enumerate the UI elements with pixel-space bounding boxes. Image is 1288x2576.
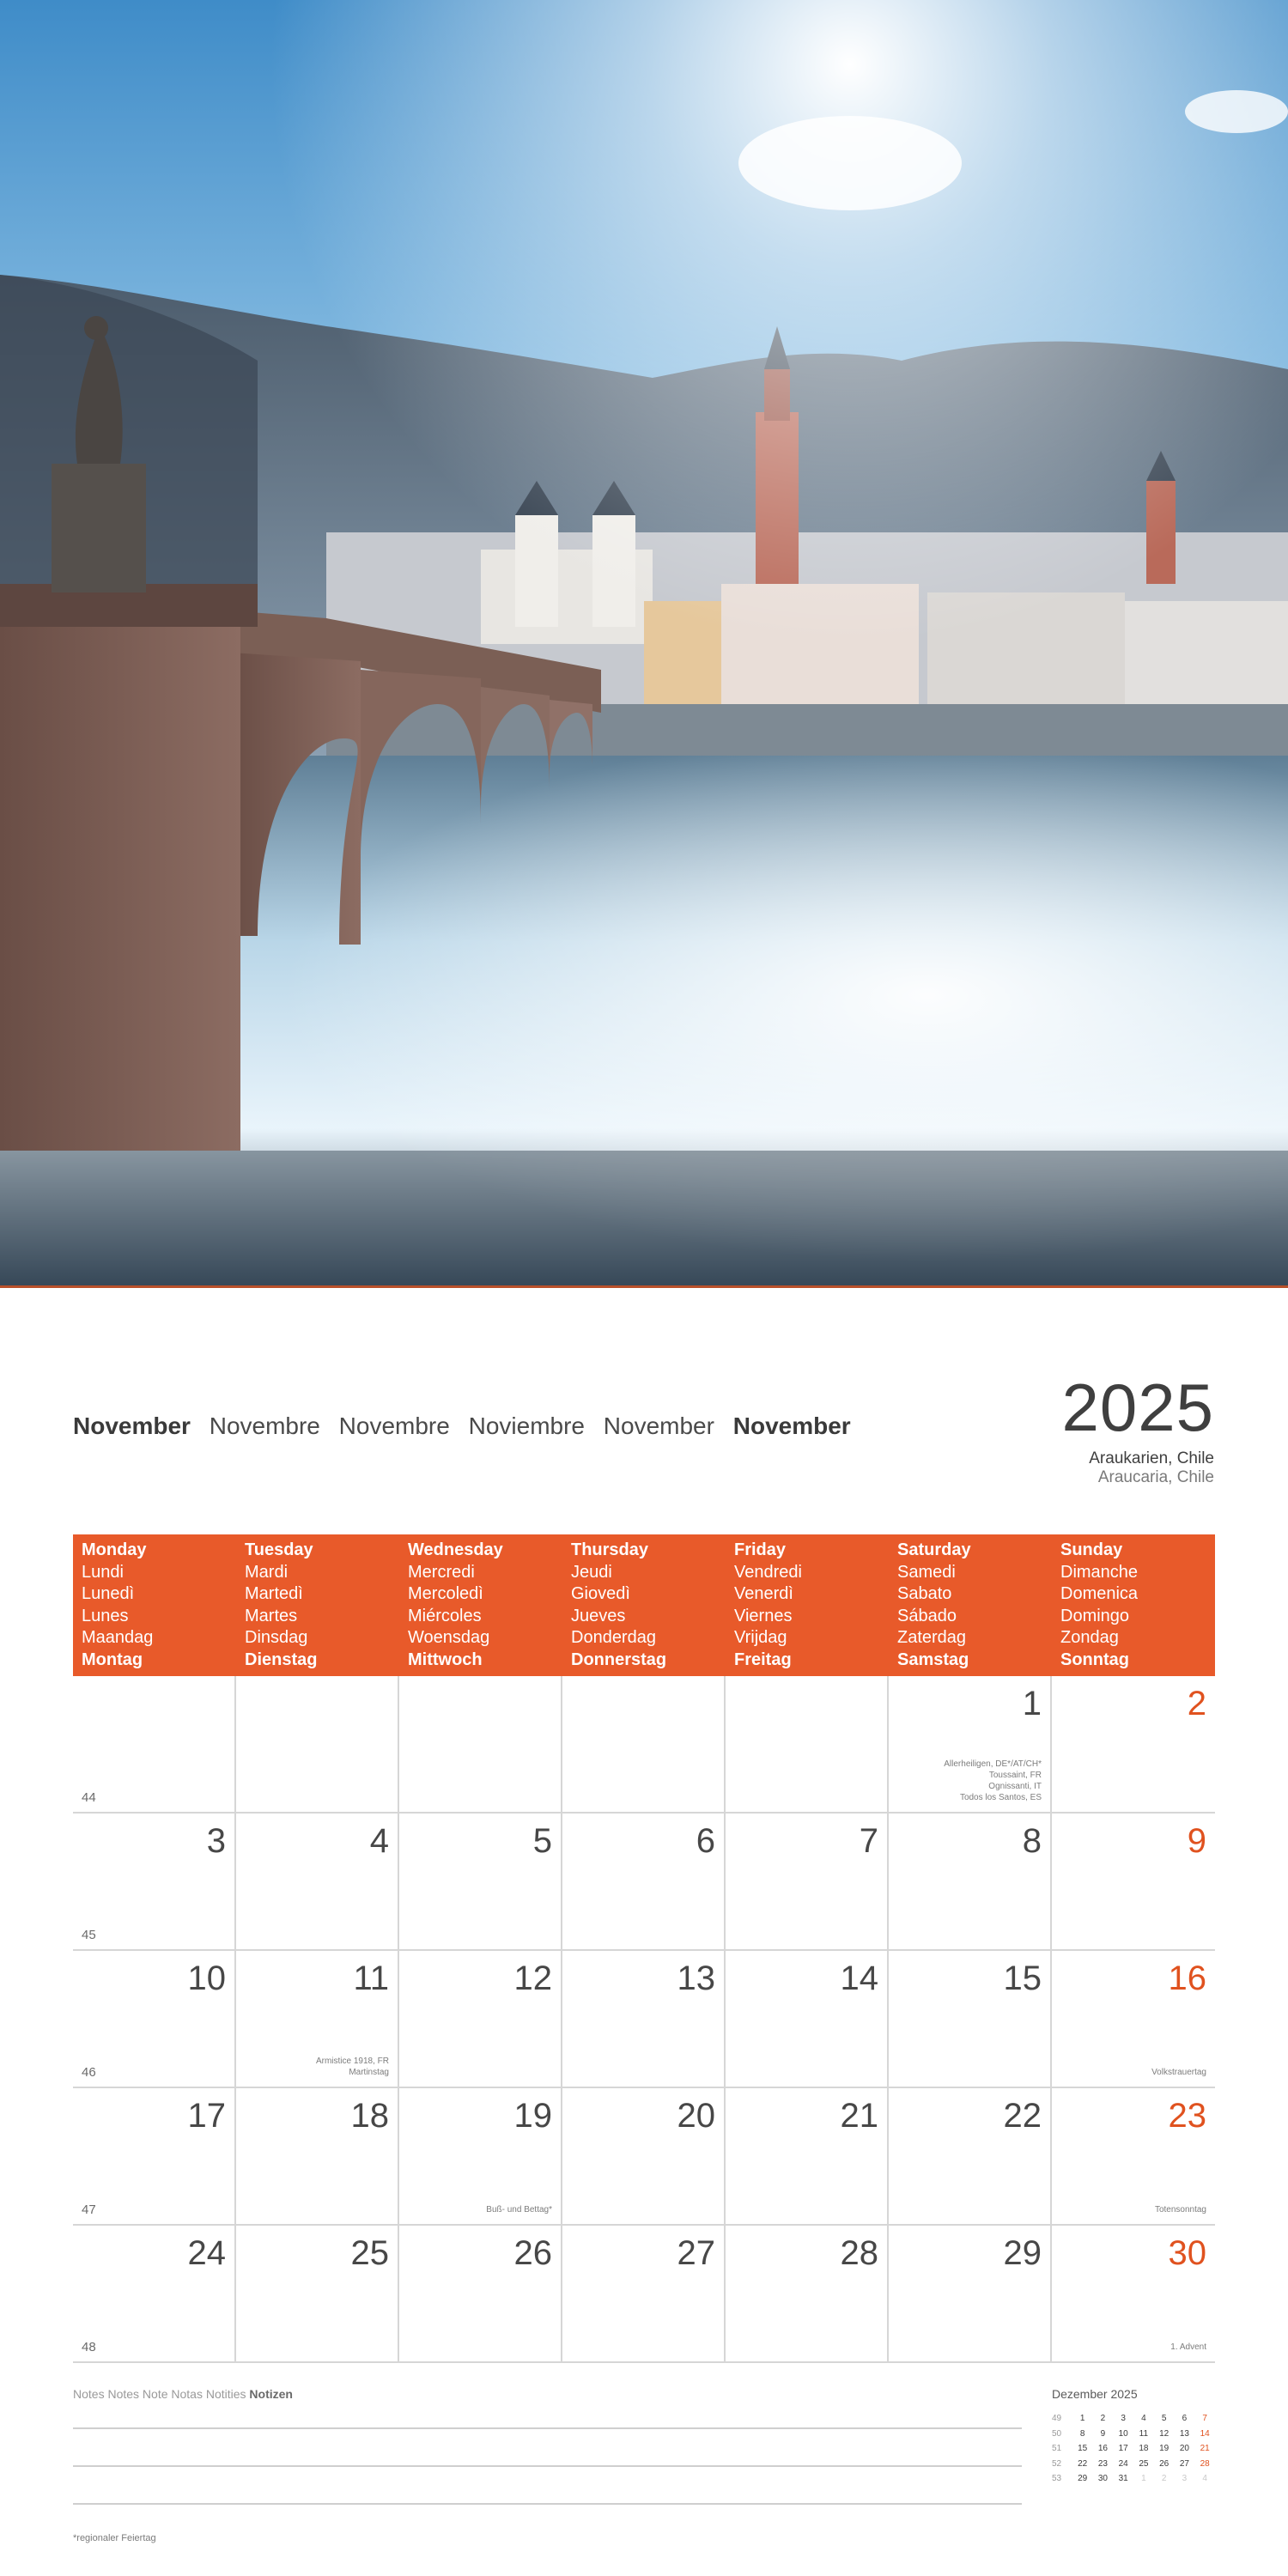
weekday-name: Venerdì xyxy=(734,1584,793,1603)
month-names xyxy=(73,1413,863,1440)
weekday-name: Mercoledì xyxy=(408,1584,483,1603)
calendar-day-cell[interactable] xyxy=(399,2088,562,2224)
weekday-name: Samstag xyxy=(897,1649,969,1669)
calendar-day-cell[interactable] xyxy=(236,1676,399,1812)
day-number-sunday: 16 xyxy=(1168,1959,1206,1997)
note-line[interactable] xyxy=(73,2503,1022,2505)
day-number: 6 xyxy=(696,1822,715,1860)
mini-day: 9 xyxy=(1100,2428,1106,2439)
weekday-name: Martes xyxy=(245,1606,298,1625)
day-number: 10 xyxy=(187,1959,226,1997)
day-number: 18 xyxy=(350,2097,389,2135)
weekday-name: Jeudi xyxy=(571,1562,612,1582)
weekday-name: Wednesday xyxy=(408,1540,503,1559)
weekday-name: Montag xyxy=(82,1649,143,1669)
mini-day: 25 xyxy=(1139,2458,1149,2469)
calendar-day-cell[interactable] xyxy=(236,1814,399,1949)
calendar-day-cell[interactable] xyxy=(726,2088,889,2224)
weekday-name: Mardi xyxy=(245,1562,289,1582)
week-number: 48 xyxy=(82,2340,96,2354)
day-number: 5 xyxy=(532,1822,552,1860)
day-number: 1 xyxy=(1022,1685,1042,1722)
calendar-day-cell[interactable] xyxy=(73,2226,236,2361)
photo-caption xyxy=(1089,1449,1214,1487)
weekday-column xyxy=(399,1534,562,1676)
mini-calendar-row xyxy=(1052,2441,1215,2457)
mini-day: 3 xyxy=(1182,2474,1188,2484)
day-number-sunday: 23 xyxy=(1168,2097,1206,2135)
weekday-name: Dimanche xyxy=(1060,1562,1139,1582)
caption-line: Araucaria, Chile xyxy=(1097,1468,1214,1486)
day-number: 7 xyxy=(859,1822,878,1860)
weekday-name: Vrijdag xyxy=(734,1628,787,1647)
day-number: 24 xyxy=(187,2234,226,2272)
mini-day: 18 xyxy=(1139,2444,1149,2454)
weekday-name: Zaterdag xyxy=(897,1628,967,1647)
photo-bottom-edge xyxy=(0,1285,1288,1288)
calendar-day-cell[interactable] xyxy=(889,2226,1052,2361)
calendar-day-cell[interactable] xyxy=(1052,1951,1215,2087)
day-number: 27 xyxy=(677,2234,715,2272)
weekday-name: Zondag xyxy=(1060,1628,1119,1647)
day-number: 14 xyxy=(840,1959,878,1997)
weekday-column xyxy=(726,1534,889,1676)
weekday-name: Sonntag xyxy=(1060,1649,1129,1669)
notes-label-bold: Notizen xyxy=(249,2387,293,2401)
calendar-day-cell[interactable] xyxy=(236,2088,399,2224)
mini-day: 19 xyxy=(1159,2444,1170,2454)
mini-day: 21 xyxy=(1200,2444,1210,2454)
weekday-header xyxy=(73,1534,1215,1676)
mini-calendar-title: Dezember 2025 xyxy=(1052,2387,1138,2401)
day-number: 20 xyxy=(677,2097,715,2135)
weekday-name: Tuesday xyxy=(245,1540,313,1559)
day-number: 21 xyxy=(840,2097,878,2135)
mini-day: 2 xyxy=(1100,2414,1106,2424)
day-number: 22 xyxy=(1003,2097,1042,2135)
mini-day: 31 xyxy=(1118,2474,1128,2484)
mini-day: 3 xyxy=(1121,2414,1126,2424)
mini-calendar-row xyxy=(1052,2411,1215,2427)
mini-day: 13 xyxy=(1179,2428,1189,2439)
day-number: 15 xyxy=(1003,1959,1042,1997)
mini-calendar-row xyxy=(1052,2457,1215,2472)
weekday-name: Lunes xyxy=(82,1606,129,1625)
mini-day: 8 xyxy=(1079,2428,1085,2439)
month-name: November xyxy=(73,1413,191,1439)
mini-calendar-row xyxy=(1052,2427,1215,2442)
calendar-day-cell[interactable] xyxy=(236,2226,399,2361)
mini-day: 23 xyxy=(1097,2458,1108,2469)
day-number: 17 xyxy=(187,2097,226,2135)
calendar-day-cell[interactable] xyxy=(73,1676,236,1812)
mini-day: 30 xyxy=(1097,2474,1108,2484)
mini-day: 17 xyxy=(1118,2444,1128,2454)
calendar-day-cell[interactable] xyxy=(399,1951,562,2087)
day-number-sunday: 9 xyxy=(1187,1822,1206,1860)
day-number: 19 xyxy=(513,2097,552,2135)
weekday-name: Friday xyxy=(734,1540,787,1559)
calendar-weeks xyxy=(73,1676,1215,2363)
week-number: 45 xyxy=(82,1928,96,1942)
mini-day: 16 xyxy=(1097,2444,1108,2454)
weekday-name: Saturday xyxy=(897,1540,971,1559)
mini-day: 1 xyxy=(1079,2414,1085,2424)
mini-day: 7 xyxy=(1202,2414,1207,2424)
calendar-day-cell[interactable] xyxy=(236,1951,399,2087)
mini-day: 20 xyxy=(1179,2444,1189,2454)
calendar-day-cell[interactable] xyxy=(562,1814,726,1949)
weekday-name: Freitag xyxy=(734,1649,792,1669)
calendar-day-cell[interactable] xyxy=(726,1814,889,1949)
weekday-name: Domingo xyxy=(1060,1606,1130,1625)
mini-week-number: 53 xyxy=(1052,2474,1062,2484)
note-line[interactable] xyxy=(73,2427,1022,2429)
day-number: 3 xyxy=(206,1822,226,1860)
year: 2025 xyxy=(1061,1370,1214,1445)
calendar-day-cell[interactable] xyxy=(726,1676,889,1812)
mini-day: 4 xyxy=(1202,2474,1207,2484)
calendar-day-cell[interactable] xyxy=(889,1676,1052,1812)
calendar-week-row xyxy=(73,1951,1215,2088)
day-number: 12 xyxy=(513,1959,552,1997)
mini-day: 24 xyxy=(1118,2458,1128,2469)
day-number: 28 xyxy=(840,2234,878,2272)
weekday-column xyxy=(236,1534,399,1676)
calendar-day-cell[interactable] xyxy=(562,1951,726,2087)
weekday-name: Dienstag xyxy=(245,1649,318,1669)
month-name: November xyxy=(732,1413,851,1439)
weekday-name: Maandag xyxy=(82,1628,154,1647)
month-name: Novembre xyxy=(338,1413,450,1439)
calendar-week-row xyxy=(73,2226,1215,2363)
caption-line: Araukarien, Chile xyxy=(1089,1449,1214,1467)
mini-calendar-next-month xyxy=(1052,2387,1215,2487)
calendar-day-cell[interactable] xyxy=(73,1951,236,2087)
mini-day: 28 xyxy=(1200,2458,1210,2469)
weekday-name: Giovedì xyxy=(571,1584,630,1603)
calendar-day-cell[interactable] xyxy=(399,1814,562,1949)
mini-day: 14 xyxy=(1200,2428,1210,2439)
mini-day: 12 xyxy=(1159,2428,1170,2439)
mini-week-number: 49 xyxy=(1052,2414,1062,2424)
week-number: 44 xyxy=(82,1790,96,1805)
mini-calendar-table xyxy=(1052,2411,1215,2487)
day-number: 13 xyxy=(677,1959,715,1997)
weekday-name: Monday xyxy=(82,1540,147,1559)
weekday-name: Viernes xyxy=(734,1606,793,1625)
holiday-note: Armistice 1918, FR Martinstag xyxy=(315,2057,389,2077)
weekday-name: Dinsdag xyxy=(245,1628,308,1647)
mini-day: 29 xyxy=(1078,2474,1088,2484)
calendar-day-cell[interactable] xyxy=(1052,2088,1215,2224)
week-number: 47 xyxy=(82,2202,96,2217)
note-line[interactable] xyxy=(73,2465,1022,2467)
footnote: *regionaler Feiertag xyxy=(73,2533,156,2543)
holiday-note: Allerheiligen, DE*/AT/CH* Toussaint, FR Ognissanti, IT Todos los Santos, ES xyxy=(944,1759,1042,1802)
weekday-name: Sábado xyxy=(897,1606,957,1625)
calendar-day-cell[interactable] xyxy=(399,1676,562,1812)
calendar-day-cell[interactable] xyxy=(1052,1676,1215,1812)
day-number-sunday: 30 xyxy=(1168,2234,1206,2272)
mini-calendar-row xyxy=(1052,2471,1215,2487)
weekday-column xyxy=(889,1534,1052,1676)
day-number: 25 xyxy=(350,2234,389,2272)
notes-label xyxy=(73,2387,293,2401)
day-number-sunday: 2 xyxy=(1187,1685,1206,1722)
holiday-note: Volkstrauertag xyxy=(1151,2068,1206,2077)
weekday-name: Donnerstag xyxy=(571,1649,667,1669)
weekday-name: Jueves xyxy=(571,1606,626,1625)
mini-day: 11 xyxy=(1139,2428,1149,2439)
calendar-grid xyxy=(73,1534,1215,2363)
weekday-name: Lunedì xyxy=(82,1584,135,1603)
weekday-column xyxy=(73,1534,236,1676)
day-number: 8 xyxy=(1022,1822,1042,1860)
calendar-day-cell[interactable] xyxy=(399,2226,562,2361)
holiday-note: Buß- und Bettag* xyxy=(486,2205,552,2215)
mini-day: 2 xyxy=(1161,2474,1167,2484)
weekday-name: Donderdag xyxy=(571,1628,656,1647)
calendar-day-cell[interactable] xyxy=(889,2088,1052,2224)
week-number: 46 xyxy=(82,2065,96,2080)
month-name: November xyxy=(603,1413,714,1439)
calendar-day-cell[interactable] xyxy=(889,1951,1052,2087)
mini-day: 26 xyxy=(1159,2458,1170,2469)
mini-day: 4 xyxy=(1141,2414,1146,2424)
weekday-name: Lundi xyxy=(82,1562,124,1582)
calendar-day-cell[interactable] xyxy=(889,1814,1052,1949)
day-number: 26 xyxy=(513,2234,552,2272)
holiday-note: 1. Advent xyxy=(1170,2342,1206,2352)
calendar-day-cell[interactable] xyxy=(726,2226,889,2361)
weekday-name: Sabato xyxy=(897,1584,952,1603)
calendar-day-cell[interactable] xyxy=(562,2088,726,2224)
calendar-day-cell[interactable] xyxy=(562,1676,726,1812)
weekday-name: Vendredi xyxy=(734,1562,802,1582)
calendar-week-row xyxy=(73,2088,1215,2226)
weekday-name: Mercredi xyxy=(408,1562,475,1582)
weekday-name: Sunday xyxy=(1060,1540,1123,1559)
month-name: Noviembre xyxy=(468,1413,586,1439)
mini-week-number: 52 xyxy=(1052,2458,1062,2469)
month-name: Novembre xyxy=(209,1413,320,1439)
mini-day: 10 xyxy=(1118,2428,1128,2439)
weekday-column xyxy=(562,1534,726,1676)
calendar-week-row xyxy=(73,1814,1215,1951)
calendar-day-cell[interactable] xyxy=(726,1951,889,2087)
mini-week-number: 51 xyxy=(1052,2444,1062,2454)
mini-day: 22 xyxy=(1078,2458,1088,2469)
calendar-week-row xyxy=(73,1676,1215,1814)
calendar-day-cell[interactable] xyxy=(1052,2226,1215,2361)
calendar-day-cell[interactable] xyxy=(562,2226,726,2361)
weekday-name: Woensdag xyxy=(408,1628,490,1647)
mini-day: 1 xyxy=(1141,2474,1146,2484)
mini-day: 15 xyxy=(1078,2444,1088,2454)
mini-day: 27 xyxy=(1179,2458,1189,2469)
calendar-day-cell[interactable] xyxy=(73,2088,236,2224)
day-number: 4 xyxy=(369,1822,389,1860)
calendar-day-cell[interactable] xyxy=(1052,1814,1215,1949)
mini-day: 5 xyxy=(1161,2414,1167,2424)
mini-day: 6 xyxy=(1182,2414,1188,2424)
mini-week-number: 50 xyxy=(1052,2428,1062,2439)
weekday-name: Samedi xyxy=(897,1562,956,1582)
weekday-name: Thursday xyxy=(571,1540,649,1559)
weekday-column xyxy=(1052,1534,1215,1676)
holiday-note: Totensonntag xyxy=(1154,2205,1206,2215)
weekday-name: Martedì xyxy=(245,1584,303,1603)
day-number: 11 xyxy=(353,1959,389,1997)
calendar-day-cell[interactable] xyxy=(73,1814,236,1949)
weekday-name: Mittwoch xyxy=(408,1649,483,1669)
weekday-name: Miércoles xyxy=(408,1606,482,1625)
weekday-name: Domenica xyxy=(1060,1584,1139,1603)
notes-label-text: Notes Notes Note Notas Notities xyxy=(73,2387,246,2401)
day-number: 29 xyxy=(1003,2234,1042,2272)
